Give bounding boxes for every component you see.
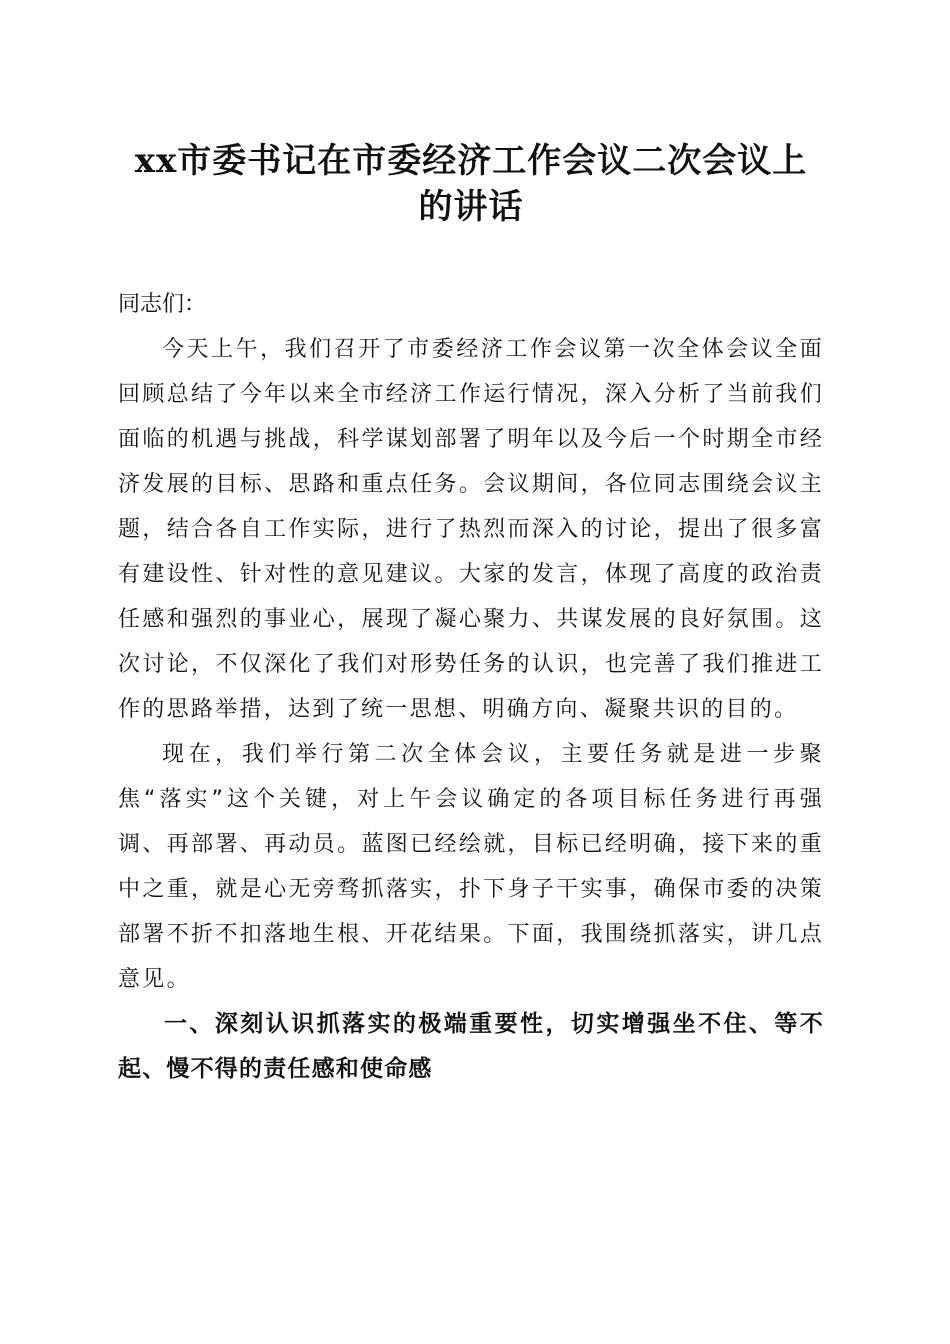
section-heading-1: 一、深刻认识抓落实的极端重要性，切实增强坐不住、等不起、慢不得的责任感和使命感 xyxy=(118,1011,824,1082)
document-page xyxy=(118,130,824,1092)
document-title: xx市委书记在市委经济工作会议二次会议上的讲话 xyxy=(134,141,808,227)
salutation: 同志们： xyxy=(118,292,207,317)
paragraph-1: 今天上午，我们召开了市委经济工作会议第一次全体会议全面回顾总结了今年以来全市经济工作运行情况，深入分析了当前我们面临的机遇与挑战，科学谋划部署了明年以及今后一个时期全市经济发展的目标、思路和重点任务。会议期间，各位同志围绕会议主题，结合各自工作实际，进行了热烈而深入的讨论，提出了很多富有建设性、针对性的意见建议。大家的发言，体现了高度的政治责任感和强烈的事业心，展现了凝心聚力、共谋发展的良好氛围。这次讨论，不仅深化了我们对形势任务的认识，也完善了我们推进工作的思路举措，达到了统一思想、明确方向、凝聚共识的目的。 xyxy=(118,337,824,722)
paragraph-2: 现在，我们举行第二次全体会议，主要任务就是进一步聚焦“落实”这个关键，对上午会议确定的各项目标任务进行再强调、再部署、再动员。蓝图已经绘就，目标已经明确，接下来的重中之重，就是心无旁骛抓落实，扑下身子干实事，确保市委的决策部署不折不扣落地生根、开花结果。下面，我围绕抓落实，讲几点意见。 xyxy=(118,742,824,992)
